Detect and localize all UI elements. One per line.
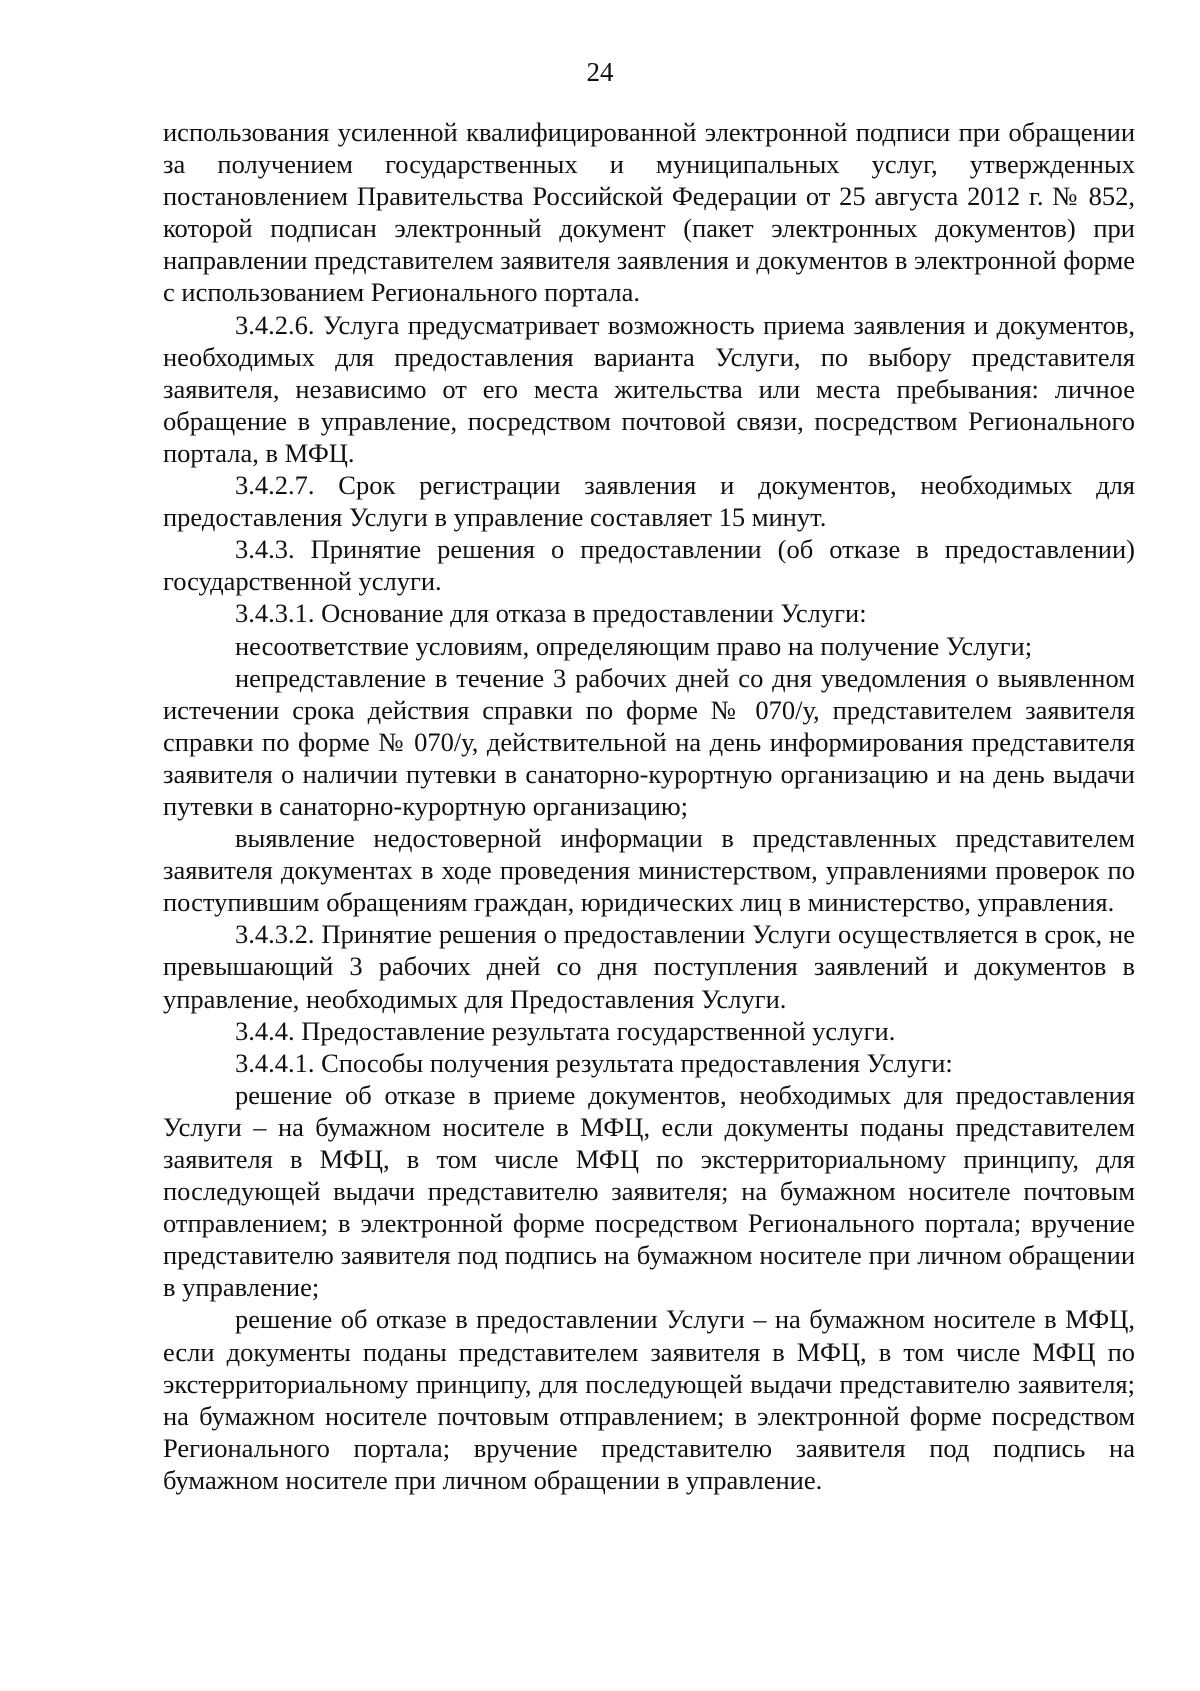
paragraph-3-4-4: 3.4.4. Предоставление результата государственной услуги. bbox=[235, 1015, 896, 1046]
paragraph-refusal-ground-3: выявление недостоверной информации в представленных представителем заявителя документах в ходе проведения министерством, управлениями проверок по поступившим обращениям граждан, юридических лиц в министерство, управления. bbox=[163, 823, 1135, 918]
paragraph-refusal-ground-1: несоответствие условиям, определяющим право на получение Услуги; bbox=[235, 630, 1033, 661]
paragraph-3-4-3-2: 3.4.3.2. Принятие решения о предоставлении Услуги осуществляется в срок, не превышающий 3 рабочих дней со дня поступления заявлений и документов в управление, необходимых для Предоставления Услуги. bbox=[163, 919, 1135, 1014]
paragraph-3-4-2-6: 3.4.2.6. Услуга предусматривает возможность приема заявления и документов, необходимых для предоставления варианта Услуги, по выбору представителя заявителя, независимо от его места жительства или места пребывания: личное обращение в управление, посредством почтовой связи, посредством Регионального портала, в МФЦ. bbox=[163, 309, 1135, 468]
paragraph-3-4-3-1: 3.4.3.1. Основание для отказа в предоставлении Услуги: bbox=[235, 598, 867, 629]
paragraph-3-4-4-1: 3.4.4.1. Способы получения результата предоставления Услуги: bbox=[235, 1047, 953, 1078]
paragraph-refusal-ground-2: непредставление в течение 3 рабочих дней со дня уведомления о выявленном истечении срока действия справки по форме № 070/у, представителем заявителя справки по форме № 070/у, действительной на день информирования представителя заявителя о наличии путевки в санаторно-курортную организацию и на день выдачи путевки в санаторно-курортную организацию; bbox=[163, 662, 1135, 821]
paragraph-result-method-2: решение об отказе в предоставлении Услуги – на бумажном носителе в МФЦ, если документы поданы представителем заявителя в МФЦ, в том числе МФЦ по экстерриториальному принципу, для последующей выдачи представителю заявителя; на бумажном носителе почтовым отправлением; в электронной форме посредством Регионального портала; вручение представителю заявителя под подпись на бумажном носителе при личном обращении в управление. bbox=[163, 1304, 1135, 1495]
page-number: 24 bbox=[586, 57, 614, 87]
paragraph-result-method-1: решение об отказе в приеме документов, необходимых для предоставления Услуги – на бумажном носителе в МФЦ, если документы поданы представителем заявителя в МФЦ, в том числе МФЦ по экстерриториальному принципу, для последующей выдачи представителю заявителя; на бумажном носителе почтовым отправлением; в электронной форме посредством Регионального портала; вручение представителю заявителя под подпись на бумажном носителе при личном обращении в управление; bbox=[163, 1079, 1135, 1303]
paragraph-3-4-3: 3.4.3. Принятие решения о предоставлении (об отказе в предоставлении) государственной услуги. bbox=[163, 534, 1135, 597]
paragraph-continuation: использования усиленной квалифицированной электронной подписи при обращении за получением государственных и муниципальных услуг, утвержденных постановлением Правительства Российской Федерации от 25 августа 2012 г. № 852, которой подписан электронный документ (пакет электронных документов) при направлении представителем заявителя заявления и документов в электронной форме с использованием Регионального портала. bbox=[163, 117, 1135, 308]
document-body bbox=[163, 116, 1135, 1496]
paragraph-3-4-2-7: 3.4.2.7. Срок регистрации заявления и документов, необходимых для предоставления Услуги в управление составляет 15 минут. bbox=[163, 470, 1135, 533]
